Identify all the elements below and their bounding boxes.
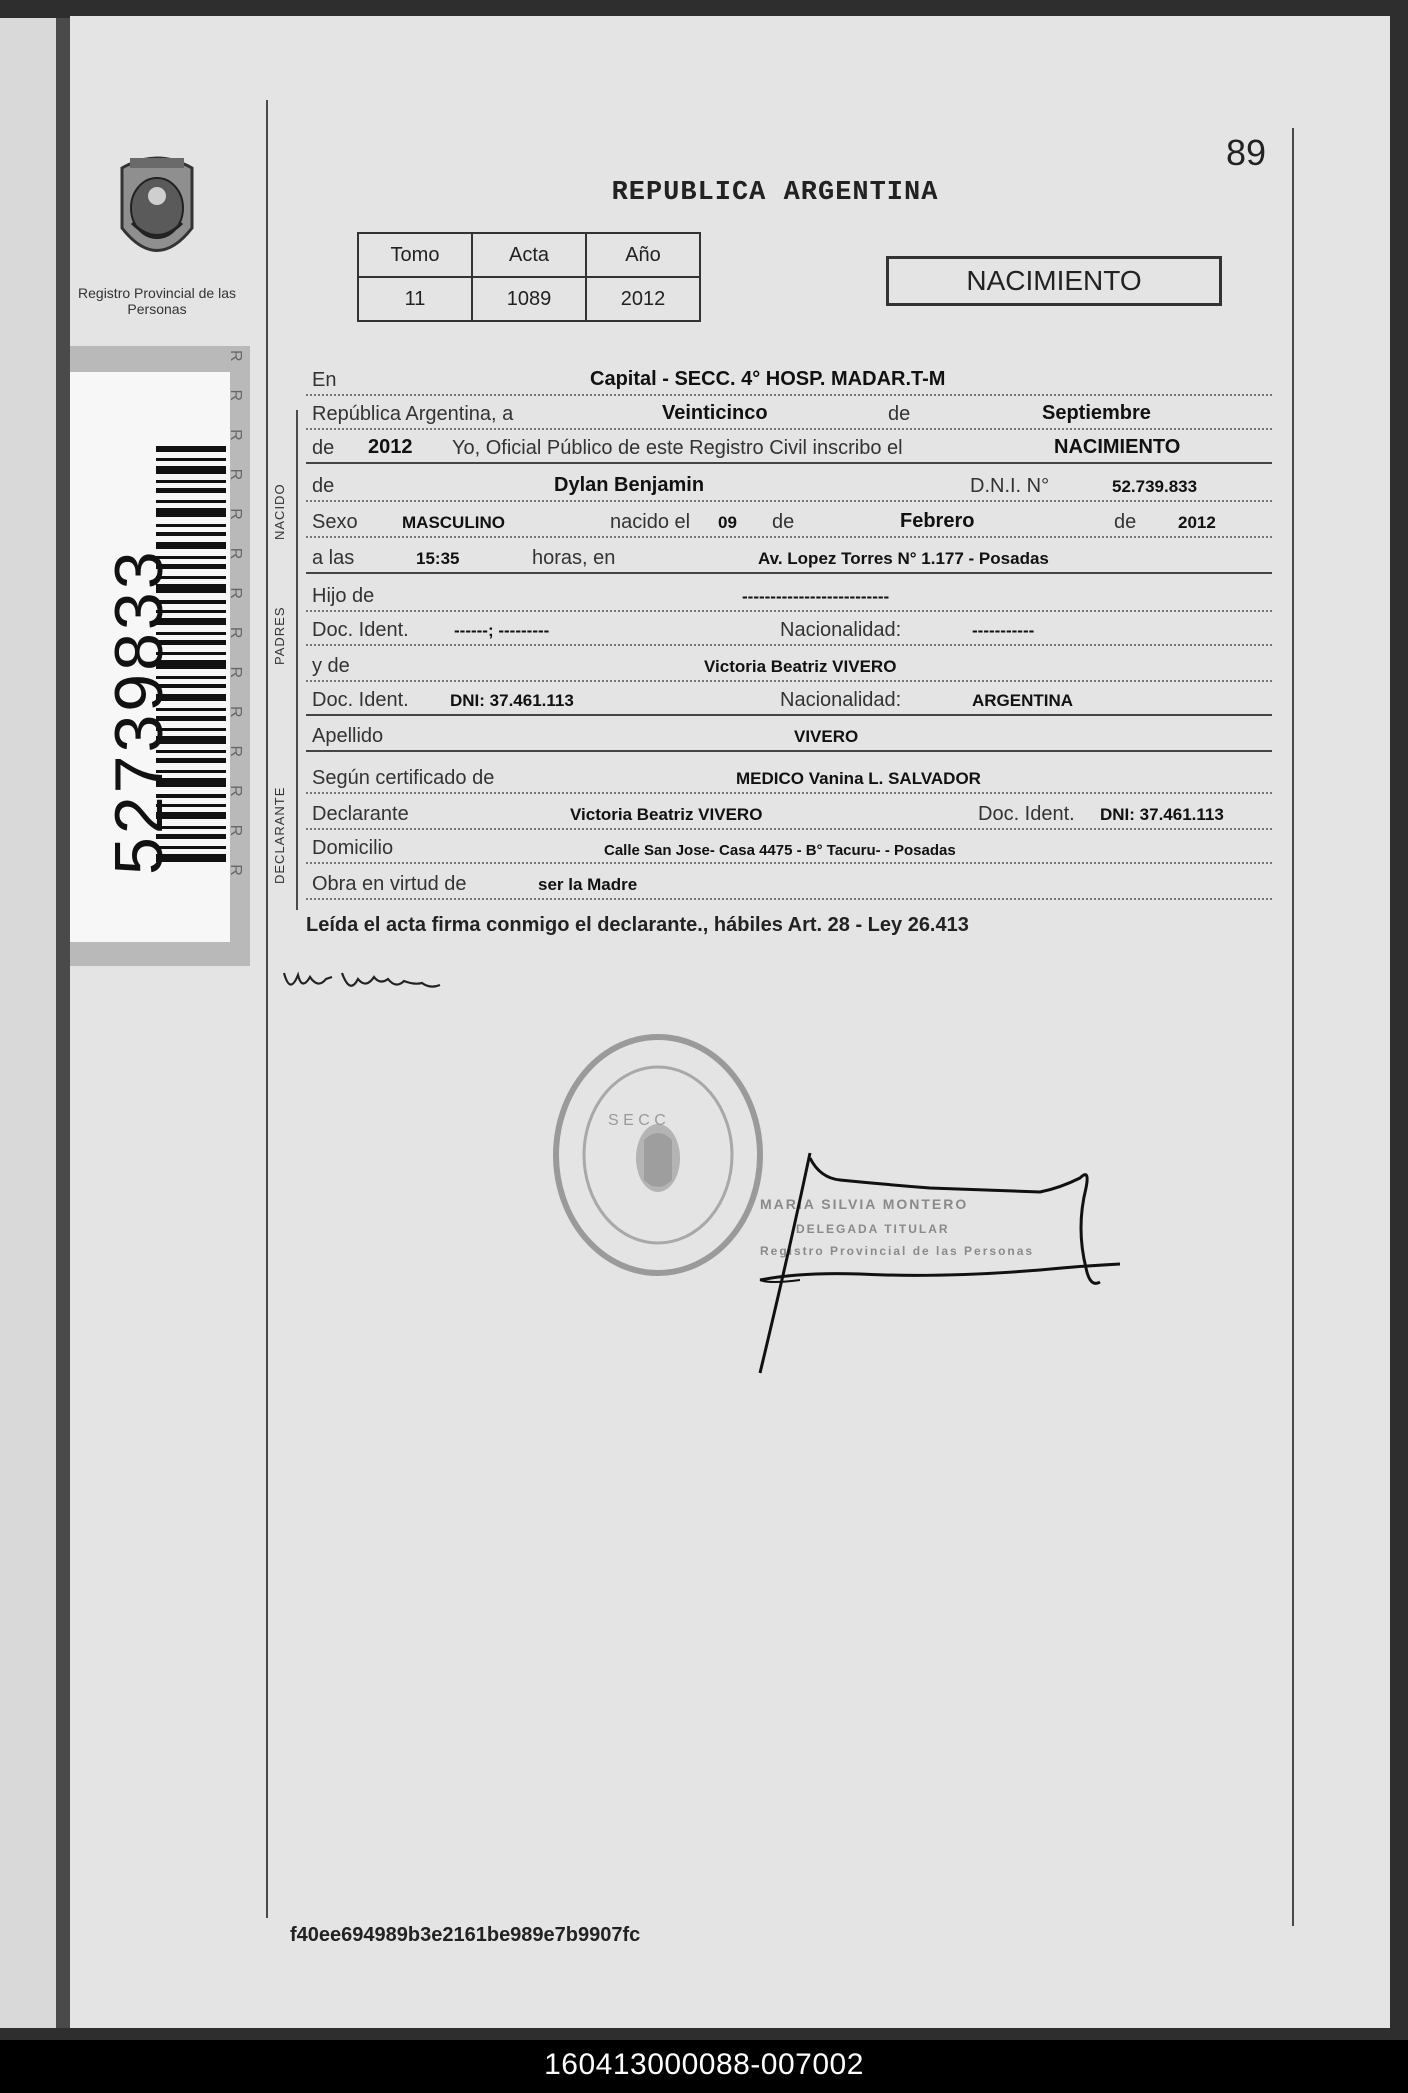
header-acta: Acta (472, 233, 586, 277)
footer-bar (0, 2040, 1408, 2093)
label-doc-ident-1: Doc. Ident. (312, 619, 409, 641)
document-hash: f40ee694989b3e2161be989e7b9907fc (290, 1924, 641, 1946)
value-declarante-doc: DNI: 37.461.113 (1100, 805, 1224, 824)
label-de-3: de (312, 475, 335, 497)
value-tomo: 11 (358, 277, 472, 321)
label-domicilio: Domicilio (312, 837, 394, 859)
closing-statement: Leída el acta firma conmigo el declarante., hábiles Art. 28 - Ley 26.413 (306, 914, 969, 936)
page-number: 89 (1226, 132, 1267, 173)
value-acta: 1089 (472, 277, 586, 321)
row-mother-doc (306, 682, 1272, 716)
left-inner-line (296, 410, 298, 910)
value-mother-doc: DNI: 37.461.113 (450, 691, 574, 710)
label-de-4: de (772, 511, 795, 533)
certificate-page (70, 16, 1390, 2028)
row-hijo-de (306, 578, 1272, 612)
value-ano: 2012 (586, 277, 700, 321)
value-inscribo: NACIMIENTO (1054, 436, 1181, 458)
label-horas-en: horas, en (532, 547, 616, 569)
label-de-1: de (888, 403, 911, 425)
value-birth-place: Av. Lopez Torres N° 1.177 - Posadas (758, 549, 1049, 568)
label-oficial: Yo, Oficial Público de este Registro Civil inscribo el (452, 437, 903, 459)
label-obra: Obra en virtud de (312, 873, 467, 895)
label-republica: República Argentina, a (312, 403, 514, 425)
value-sexo: MASCULINO (402, 513, 505, 532)
document-title: REPUBLICA ARGENTINA (611, 178, 939, 208)
row-apellido (306, 718, 1272, 752)
official-stamp-line: MARIA SILVIA MONTERO (760, 1196, 969, 1212)
row-fecha (306, 396, 1272, 430)
value-year: 2012 (368, 436, 413, 458)
label-nacionalidad-1: Nacionalidad: (780, 619, 902, 641)
label-y-de: y de (312, 655, 350, 677)
label-de-2: de (312, 437, 335, 459)
label-en: En (312, 369, 337, 391)
right-margin-line (1292, 128, 1294, 1926)
value-month: Septiembre (1042, 402, 1151, 424)
left-margin-line (266, 100, 268, 1918)
value-father-nationality: ----------- (972, 621, 1035, 640)
footer-id: 160413000088-007002 (544, 2048, 864, 2081)
book-gutter (56, 18, 70, 2028)
value-obra: ser la Madre (538, 875, 638, 894)
official-seal-icon (548, 1030, 768, 1280)
official-signature-icon (740, 1148, 1120, 1388)
barcode-number: 52739833 (101, 548, 177, 875)
label-de-5: de (1114, 511, 1137, 533)
row-obra (306, 866, 1272, 900)
register-table-values (358, 277, 700, 321)
value-certificado: MEDICO Vanina L. SALVADOR (736, 769, 981, 788)
label-dni: D.N.I. N° (970, 475, 1050, 497)
value-birth-day: 09 (718, 513, 737, 532)
logo-caption: Registro Provincial de las Personas (78, 285, 236, 317)
official-stamp-line: DELEGADA TITULAR (796, 1222, 950, 1236)
official-stamp-line: Registro Provincial de las Personas (760, 1244, 1035, 1258)
row-father-doc (306, 612, 1272, 646)
label-sexo: Sexo (312, 511, 358, 533)
value-apellido: VIVERO (794, 727, 859, 746)
label-apellido: Apellido (312, 725, 384, 747)
row-y-de (306, 648, 1272, 682)
label-security-pattern: RRRRRRRRRRRRRR (227, 350, 244, 904)
value-en: Capital - SECC. 4° HOSP. MADAR.T-M (590, 368, 946, 390)
section-label-nacido: NACIDO (272, 483, 287, 540)
declarant-signature-icon (280, 955, 450, 1005)
value-birth-year: 2012 (1178, 513, 1216, 532)
value-dni: 52.739.833 (1112, 477, 1198, 496)
label-a-las: a las (312, 547, 355, 569)
row-domicilio (306, 830, 1272, 864)
row-sexo (306, 504, 1272, 538)
value-day: Veinticinco (662, 402, 768, 424)
provincial-crest-icon (102, 148, 212, 278)
value-mother-nationality: ARGENTINA (972, 691, 1074, 710)
value-declarante: Victoria Beatriz VIVERO (570, 805, 763, 824)
header-ano: Año (586, 233, 700, 277)
register-table (357, 232, 701, 322)
row-en (306, 362, 1272, 396)
label-certificado: Según certificado de (312, 767, 495, 789)
record-type-box: NACIMIENTO (886, 256, 1222, 306)
label-doc-ident-2: Doc. Ident. (312, 689, 409, 711)
register-table-header (358, 233, 700, 277)
section-label-padres: PADRES (272, 606, 287, 665)
row-inscribo (306, 430, 1272, 464)
row-declarante (306, 796, 1272, 830)
row-certificado (306, 760, 1272, 794)
label-nacionalidad-2: Nacionalidad: (780, 689, 902, 711)
value-birth-month: Febrero (900, 510, 975, 532)
value-father-doc: ------; --------- (454, 621, 550, 640)
svg-text:S E C C: S E C C (608, 1112, 666, 1129)
row-nombre (306, 468, 1272, 502)
label-declarante-doc: Doc. Ident. (978, 803, 1075, 825)
label-hijo-de: Hijo de (312, 585, 375, 607)
label-nacido-el: nacido el (610, 511, 691, 533)
value-father: -------------------------- (742, 587, 890, 606)
value-name: Dylan Benjamin (554, 474, 705, 496)
label-declarante: Declarante (312, 803, 409, 825)
row-hora (306, 540, 1272, 574)
section-label-declarante: DECLARANTE (272, 786, 287, 884)
value-mother: Victoria Beatriz VIVERO (704, 657, 897, 676)
registry-logo (78, 148, 236, 317)
value-domicilio: Calle San Jose- Casa 4475 - B° Tacuru- - Posadas (604, 842, 956, 859)
header-tomo: Tomo (358, 233, 472, 277)
previous-page-edge (0, 18, 56, 2028)
value-birth-time: 15:35 (416, 549, 460, 568)
